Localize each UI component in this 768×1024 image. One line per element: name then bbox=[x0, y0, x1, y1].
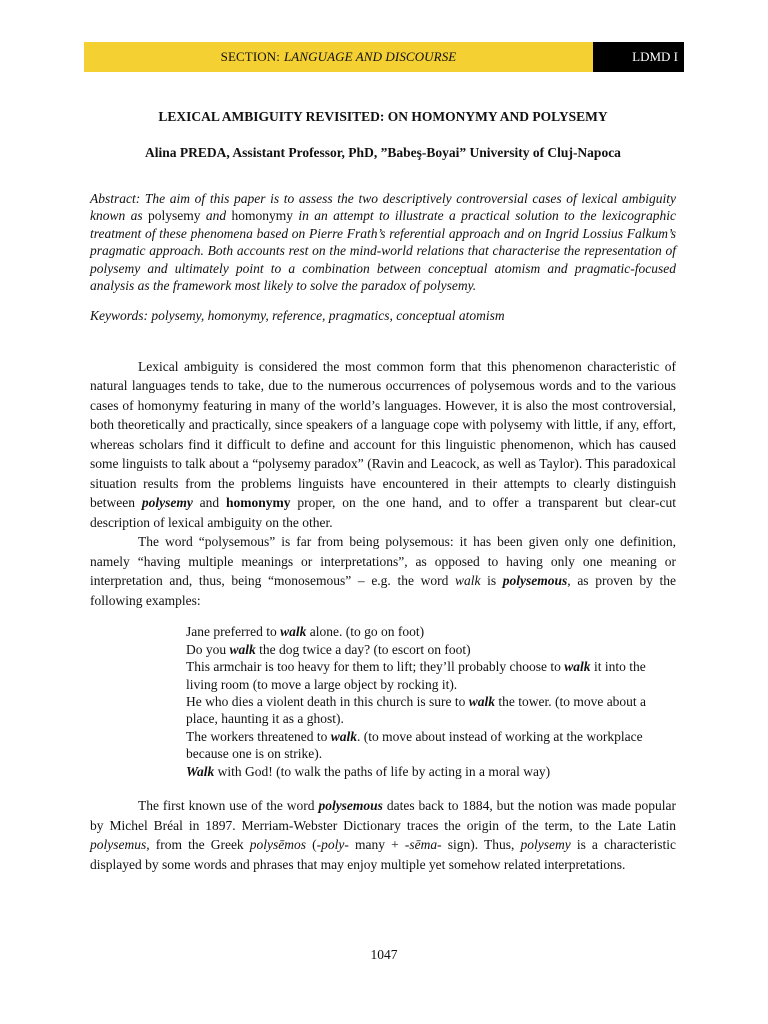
example-text: Do you bbox=[186, 641, 230, 657]
example-text: The workers threatened to bbox=[186, 728, 331, 744]
keywords: Keywords: polysemy, homonymy, reference, pragmatics, conceptual atomism bbox=[90, 308, 505, 324]
section-name: LANGUAGE AND DISCOURSE bbox=[283, 49, 457, 64]
emphasis: poly- bbox=[321, 837, 349, 852]
example-keyword: walk bbox=[229, 641, 256, 657]
paragraph-text: and bbox=[192, 495, 226, 511]
emphasis: polysemy bbox=[520, 837, 571, 852]
article-content bbox=[90, 108, 676, 874]
example-text: the dog twice a day? (to escort on foot) bbox=[255, 641, 471, 657]
section-header-bar bbox=[84, 42, 684, 72]
emphasis: polysemous bbox=[318, 798, 383, 813]
example-list bbox=[186, 623, 676, 780]
abstract-term: homonymy bbox=[231, 208, 294, 224]
example-keyword: walk bbox=[468, 693, 495, 709]
example-text: the tower. (to move about a place, haunting it as a ghost). bbox=[186, 693, 647, 727]
article-title: LEXICAL AMBIGUITY REVISITED: ON HOMONYMY AND POLYSEMY bbox=[158, 109, 608, 124]
example-item bbox=[186, 623, 676, 640]
paragraph-text: , as proven by the following examples: bbox=[90, 573, 676, 608]
section-label: SECTION: bbox=[220, 49, 280, 64]
abstract-text: Abstract: The aim of this paper is to assess the two descriptively controversial cases of lexical ambiguity known as bbox=[90, 191, 676, 224]
example-text: Jane preferred to bbox=[186, 624, 281, 640]
emphasis: polysēmos bbox=[249, 837, 307, 852]
paragraph-3 bbox=[90, 796, 676, 874]
emphasis: polysemus, bbox=[90, 837, 150, 852]
paragraph-text: sign). Thus, bbox=[441, 837, 521, 852]
emphasis: homonymy bbox=[226, 495, 291, 511]
abstract-text: and bbox=[200, 208, 232, 224]
example-text: This armchair is too heavy for them to lift; they’ll probably choose to bbox=[186, 659, 565, 675]
page-number: 1047 bbox=[370, 947, 398, 962]
example-item bbox=[186, 728, 676, 763]
journal-code: LDMD I bbox=[593, 42, 684, 72]
section-label-box bbox=[84, 42, 593, 72]
emphasis: walk bbox=[454, 573, 481, 589]
example-text: it into the living room (to move a large object by rocking it). bbox=[186, 659, 646, 692]
paragraph-text: is a characteristic displayed by some words and phrases that may enjoy multiple yet somehow related interpretations. bbox=[90, 837, 676, 872]
emphasis: polysemy bbox=[141, 495, 193, 511]
paragraph-text: The first known use of the word bbox=[138, 798, 319, 813]
paragraph-text: from the Greek bbox=[149, 837, 250, 852]
author-line: Alina PREDA, Assistant Professor, PhD, ”Babeş-Boyai” University of Cluj-Napoca bbox=[145, 145, 621, 160]
paragraph-text: many + - bbox=[348, 837, 410, 852]
abstract-term: polysemy bbox=[148, 208, 201, 224]
paragraph-1 bbox=[90, 357, 676, 533]
abstract-text: in an attempt to illustrate a practical solution to the lexicographic treatment of these phenomena based on Pierre Frath’s referential approach and on Ingrid Lossius Falkum’s pragmatic approach. Both accounts rest on the mind-world relations that characterise the representation of polysemy and ultimately point to a combination between conceptual atomism and pragmatic-focused analysis as the framework most likely to solve the paradox of polysemy. bbox=[90, 208, 677, 294]
example-text: with God! (to walk the paths of life by acting in a moral way) bbox=[214, 763, 551, 779]
abstract bbox=[90, 190, 676, 294]
paragraph-text: Lexical ambiguity is considered the most common form that this phenomenon characteristic of natural languages tends to take, due to the numerous occurrences of polysemous words and to the various cases of homonymy featuring in many of the world’s languages. However, it is also the most controversial, both theoretically and practically, since speakers of a language cope with polysemy with little, if any, effort, whereas scholars find it difficult to define and account for this linguistic phenomenon, which has caused some linguists to talk about a “polysemy paradox” (Ravin and Leacock, as well as Taylor). This paradoxical situation results from the problems linguists have encountered in their attempts to clearly distinguish between bbox=[90, 358, 676, 511]
example-text: He who dies a violent death in this church is sure to bbox=[186, 693, 469, 709]
example-keyword: walk bbox=[330, 728, 357, 744]
example-item bbox=[186, 693, 676, 728]
emphasis: polysemous bbox=[502, 573, 568, 589]
paragraph-2 bbox=[90, 532, 676, 610]
example-text: . (to move about instead of working at the workplace because one is on strike). bbox=[186, 728, 643, 762]
paragraph-text: proper, on the one hand, and to offer a transparent but clear-cut description of lexical ambiguity on the other. bbox=[90, 495, 676, 530]
example-item bbox=[186, 658, 676, 693]
example-keyword: walk bbox=[280, 624, 307, 640]
example-item bbox=[186, 641, 676, 658]
example-keyword: Walk bbox=[186, 763, 215, 779]
emphasis: sēma- bbox=[409, 837, 442, 852]
paragraph-text: (- bbox=[306, 837, 322, 852]
example-keyword: walk bbox=[564, 659, 591, 675]
paragraph-text: is bbox=[480, 573, 503, 589]
example-item bbox=[186, 763, 676, 780]
paragraph-text: The word “polysemous” is far from being polysemous: it has been given only one definition, namely “having multiple meanings or interpretations”, as opposed to having only one meaning or interpretation and, thus, being “monosemous” – e.g. the word bbox=[90, 534, 676, 589]
example-text: alone. (to go on foot) bbox=[306, 624, 425, 640]
paragraph-text: dates back to 1884, but the notion was made popular by Michel Bréal in 1897. Merriam-Webster Dictionary traces the origin of the term, to the Late Latin bbox=[90, 798, 677, 833]
